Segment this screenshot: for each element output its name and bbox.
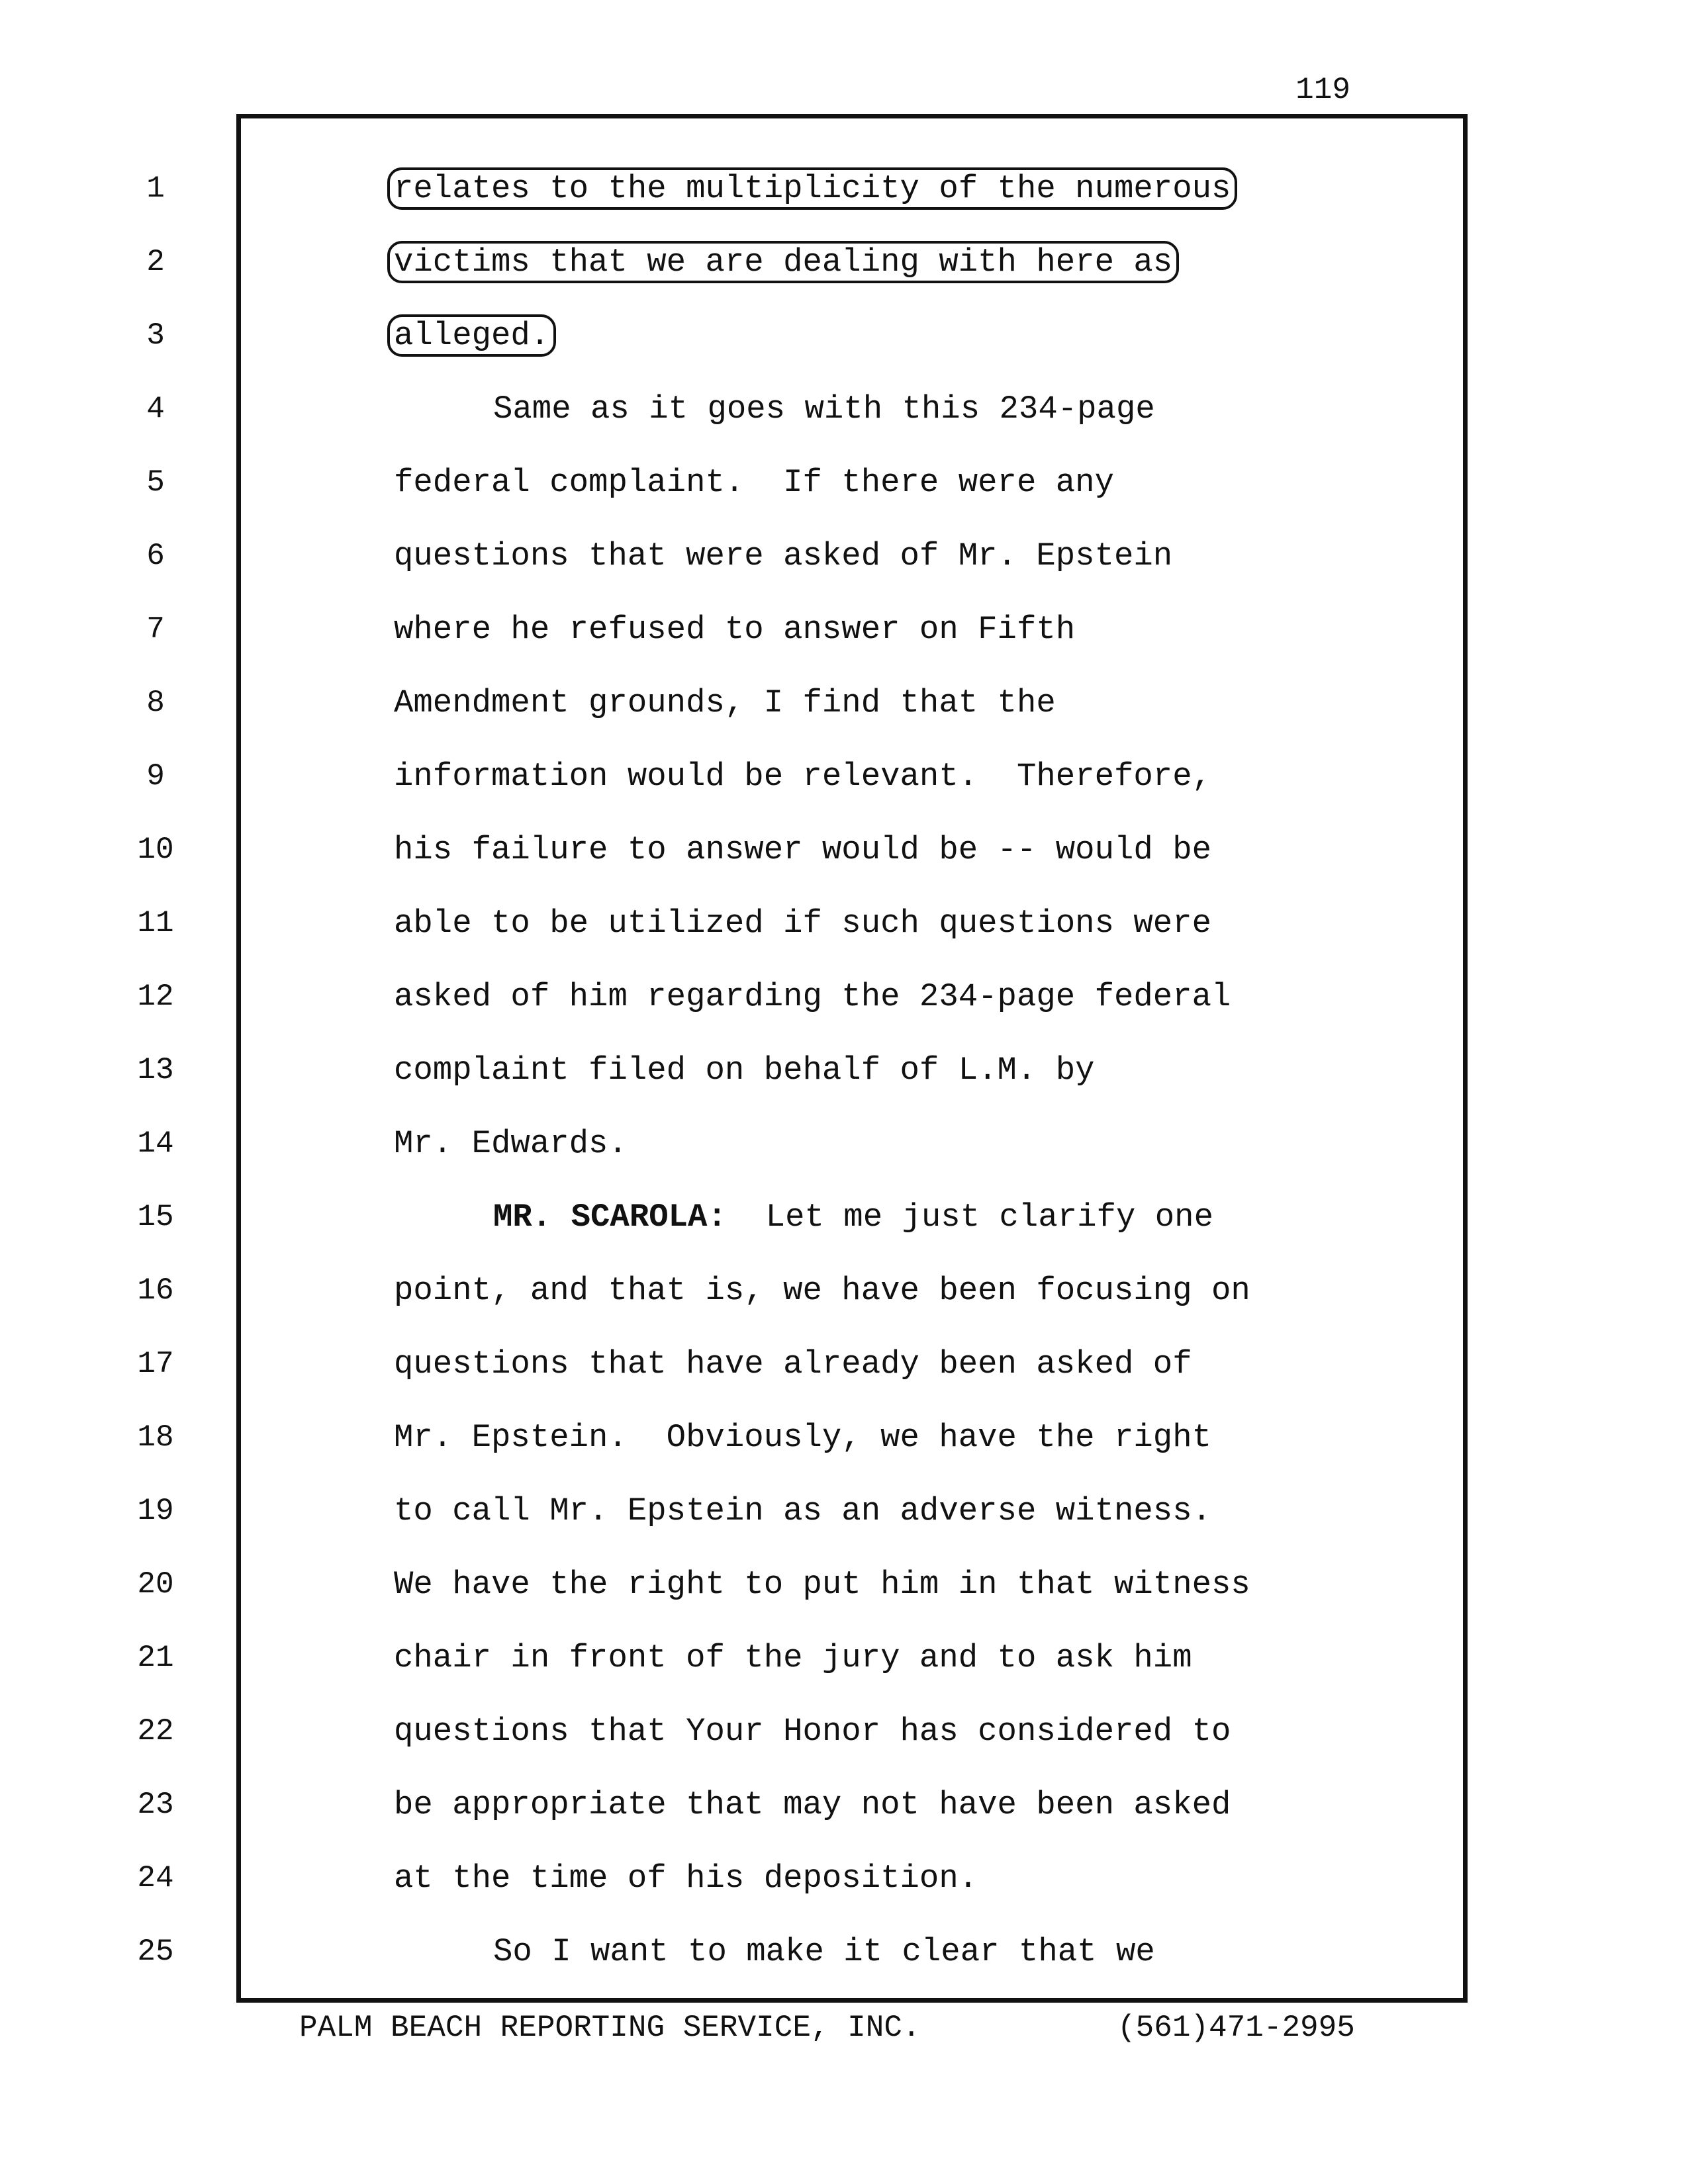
page-number: 119 (1295, 73, 1350, 107)
line-number: 3 (146, 318, 165, 353)
line-number: 10 (137, 833, 174, 867)
transcript-line: where he refused to answer on Fifth (394, 611, 1076, 648)
transcript-line: So I want to make it clear that we (493, 1933, 1155, 1970)
transcript-line: asked of him regarding the 234-page federal (394, 978, 1231, 1015)
line-number: 23 (137, 1788, 174, 1822)
transcript-line (493, 1199, 1213, 1236)
transcript-line: questions that Your Honor has considered to (394, 1713, 1231, 1750)
line-number: 21 (137, 1641, 174, 1675)
transcript-line: be appropriate that may not have been asked (394, 1786, 1231, 1823)
line-number: 15 (137, 1200, 174, 1234)
transcript-line: at the time of his deposition. (394, 1860, 978, 1897)
line-number: 24 (137, 1861, 174, 1895)
transcript-line: Same as it goes with this 234-page (493, 390, 1155, 428)
speaker-label: MR. SCAROLA: (493, 1199, 727, 1236)
footer-phone: (561)471-2995 (1117, 2011, 1355, 2045)
footer-company: PALM BEACH REPORTING SERVICE, INC. (299, 2011, 921, 2045)
transcript-line: complaint filed on behalf of L.M. by (394, 1052, 1095, 1089)
line-number: 19 (137, 1494, 174, 1528)
line-number: 2 (146, 245, 165, 279)
line-number: 5 (146, 465, 165, 500)
transcript-line: information would be relevant. Therefore, (394, 758, 1212, 795)
transcript-line: questions that were asked of Mr. Epstein (394, 537, 1173, 574)
line-number: 18 (137, 1420, 174, 1455)
transcript-line: Mr. Edwards. (394, 1125, 628, 1162)
line-number: 12 (137, 979, 174, 1014)
transcript-line (394, 317, 556, 354)
transcript-line: federal complaint. If there were any (394, 464, 1114, 501)
line-number: 16 (137, 1273, 174, 1308)
circled-text: alleged. (387, 314, 556, 357)
circled-text: victims that we are dealing with here as (387, 241, 1179, 283)
transcript-line: able to be utilized if such questions were (394, 905, 1212, 942)
line-number: 25 (137, 1934, 174, 1969)
line-number: 6 (146, 539, 165, 573)
transcript-line: questions that have already been asked of (394, 1345, 1192, 1383)
line-number: 20 (137, 1567, 174, 1602)
speaker-text: Let me just clarify one (726, 1199, 1213, 1236)
line-number: 7 (146, 612, 165, 647)
line-number: 8 (146, 686, 165, 720)
transcript-line: chair in front of the jury and to ask him (394, 1639, 1192, 1676)
line-number: 14 (137, 1126, 174, 1161)
transcript-line: We have the right to put him in that witness (394, 1566, 1250, 1603)
transcript-line: Mr. Epstein. Obviously, we have the right (394, 1419, 1212, 1456)
line-number: 17 (137, 1347, 174, 1381)
line-number: 11 (137, 906, 174, 940)
transcript-line: to call Mr. Epstein as an adverse witness. (394, 1492, 1212, 1529)
transcript-line: Amendment grounds, I find that the (394, 684, 1056, 721)
line-number: 13 (137, 1053, 174, 1087)
transcript-line (394, 244, 1179, 281)
transcript-line (394, 170, 1237, 207)
circled-text: relates to the multiplicity of the numerous (387, 167, 1237, 210)
line-number: 4 (146, 392, 165, 426)
transcript-line: his failure to answer would be -- would be (394, 831, 1212, 868)
line-number: 9 (146, 759, 165, 794)
line-number: 22 (137, 1714, 174, 1749)
transcript-line: point, and that is, we have been focusing on (394, 1272, 1250, 1309)
line-number: 1 (146, 171, 165, 206)
